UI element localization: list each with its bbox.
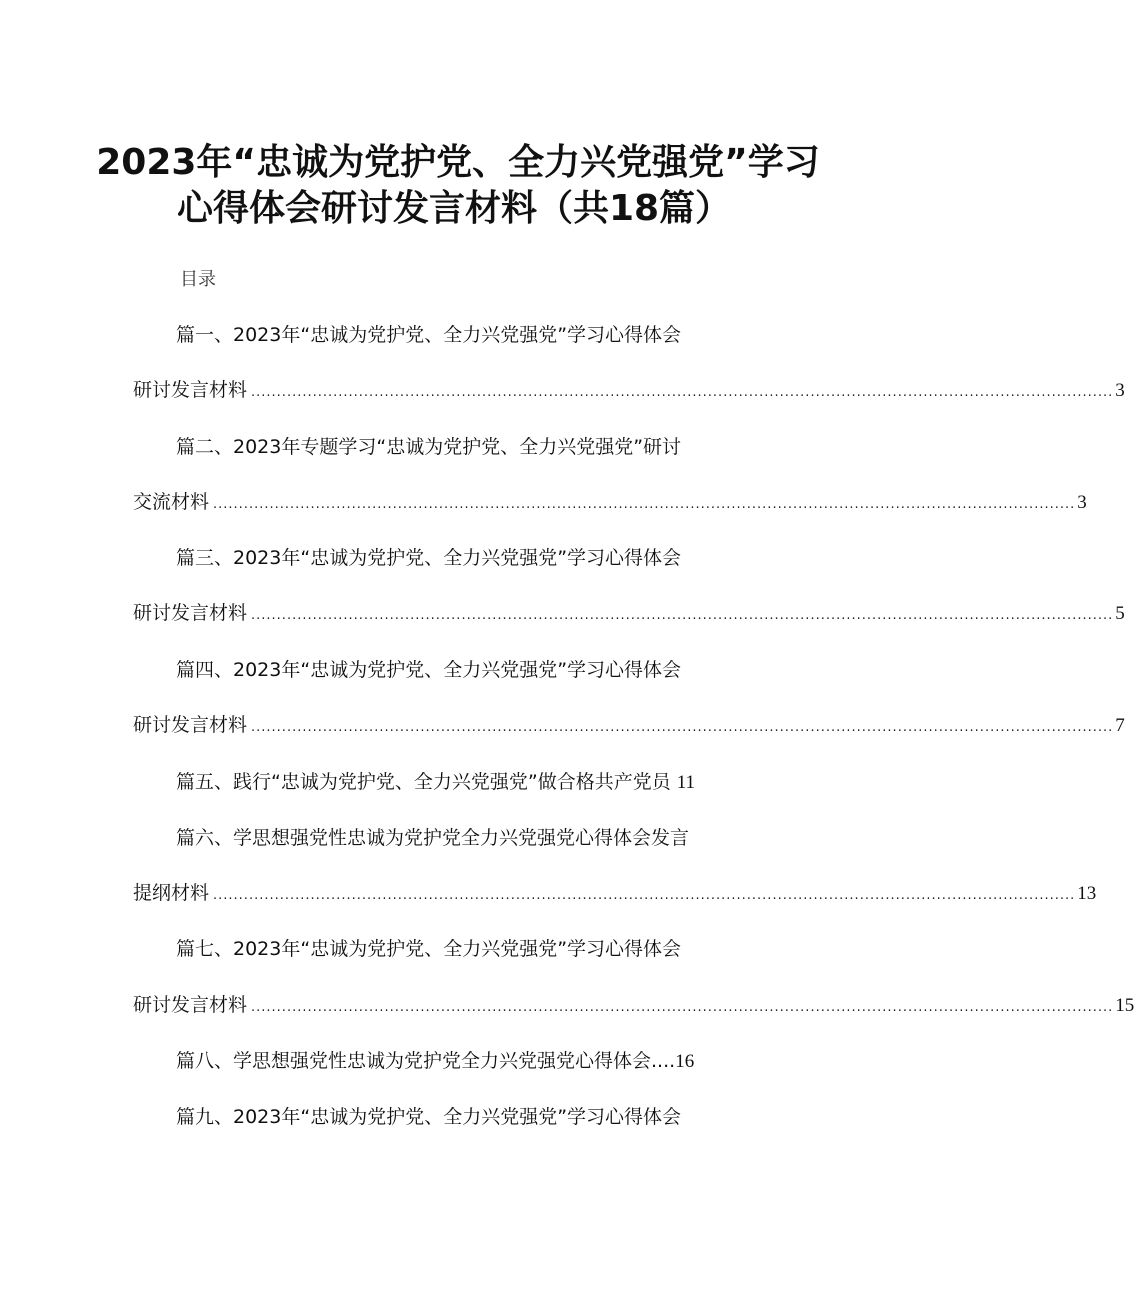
toc-entry-7-continuation[interactable] xyxy=(133,990,1134,1017)
toc-entry-1-page: 3 xyxy=(1115,380,1125,401)
toc-entry-6[interactable] xyxy=(176,823,689,850)
toc-entry-2-page: 3 xyxy=(1077,492,1087,513)
toc-leader-dots: ........................................................................................................................................................................ xyxy=(213,497,1076,512)
toc-entry-8[interactable] xyxy=(176,1046,694,1073)
toc-entry-2-title-cont: 交流材料 xyxy=(133,491,210,513)
toc-entry-1-title-cont: 研讨发言材料 xyxy=(133,379,248,401)
toc-entry-3-continuation[interactable] xyxy=(133,598,1125,625)
document-title-line-1: 2023年“忠诚为党护党、全力兴党强党”学习 xyxy=(96,142,820,183)
toc-entry-2-continuation[interactable] xyxy=(133,487,1087,514)
toc-leader-dots: ........................................................................................................................................................................ xyxy=(251,720,1114,735)
toc-entry-3-title: 篇三、2023年“忠诚为党护党、全力兴党强党”学习心得体会 xyxy=(176,547,682,569)
toc-entry-6-title: 篇六、学思想强党性忠诚为党护党全力兴党强党心得体会发言 xyxy=(176,827,690,849)
toc-leader-dots: .... xyxy=(651,1050,676,1072)
toc-entry-6-continuation[interactable] xyxy=(133,878,1097,905)
toc-entry-2[interactable] xyxy=(176,432,681,459)
toc-entry-5[interactable] xyxy=(176,767,695,794)
toc-entry-6-page: 13 xyxy=(1077,883,1097,904)
toc-entry-7-title-cont: 研讨发言材料 xyxy=(133,994,248,1016)
document-title-line-2: 心得体会研讨发言材料（共18篇） xyxy=(176,188,732,229)
toc-entry-6-title-cont: 提纲材料 xyxy=(133,882,210,904)
toc-entry-1-continuation[interactable] xyxy=(133,375,1125,402)
toc-entry-8-page: 16 xyxy=(675,1051,695,1072)
toc-entry-1-title: 篇一、2023年“忠诚为党护党、全力兴党强党”学习心得体会 xyxy=(176,324,682,346)
toc-leader-dots: ........................................................................................................................................................................ xyxy=(251,608,1114,623)
toc-leader-dots: ........................................................................................................................................................................ xyxy=(251,385,1114,400)
toc-entry-1[interactable] xyxy=(176,320,681,347)
toc-entry-3-title-cont: 研讨发言材料 xyxy=(133,602,248,624)
toc-entry-4-continuation[interactable] xyxy=(133,710,1125,737)
toc-entry-4[interactable] xyxy=(176,655,681,682)
toc-entry-7-title: 篇七、2023年“忠诚为党护党、全力兴党强党”学习心得体会 xyxy=(176,938,682,960)
toc-entry-8-title: 篇八、学思想强党性忠诚为党护党全力兴党强党心得体会 xyxy=(176,1050,652,1072)
toc-entry-7-page: 15 xyxy=(1115,995,1134,1016)
toc-entry-3-page: 5 xyxy=(1115,603,1125,624)
toc-entry-9[interactable] xyxy=(176,1102,681,1129)
toc-entry-4-title-cont: 研讨发言材料 xyxy=(133,714,248,736)
toc-leader-dots: ........................................................................................................................................................................ xyxy=(251,1000,1114,1015)
toc-entry-4-title: 篇四、2023年“忠诚为党护党、全力兴党强党”学习心得体会 xyxy=(176,659,682,681)
toc-entry-4-page: 7 xyxy=(1115,715,1125,736)
toc-leader-dots: ........................................................................................................................................................................ xyxy=(213,888,1076,903)
toc-entry-9-title: 篇九、2023年“忠诚为党护党、全力兴党强党”学习心得体会 xyxy=(176,1106,682,1128)
toc-entry-7[interactable] xyxy=(176,934,681,961)
toc-entry-5-page: 11 xyxy=(676,772,696,793)
toc-heading: 目录 xyxy=(180,269,216,290)
toc-entry-3[interactable] xyxy=(176,543,681,570)
toc-entry-2-title: 篇二、2023年专题学习“忠诚为党护党、全力兴党强党”研讨 xyxy=(176,436,682,458)
toc-entry-5-title: 篇五、践行“忠诚为党护党、全力兴党强党”做合格共产党员 xyxy=(176,771,671,793)
